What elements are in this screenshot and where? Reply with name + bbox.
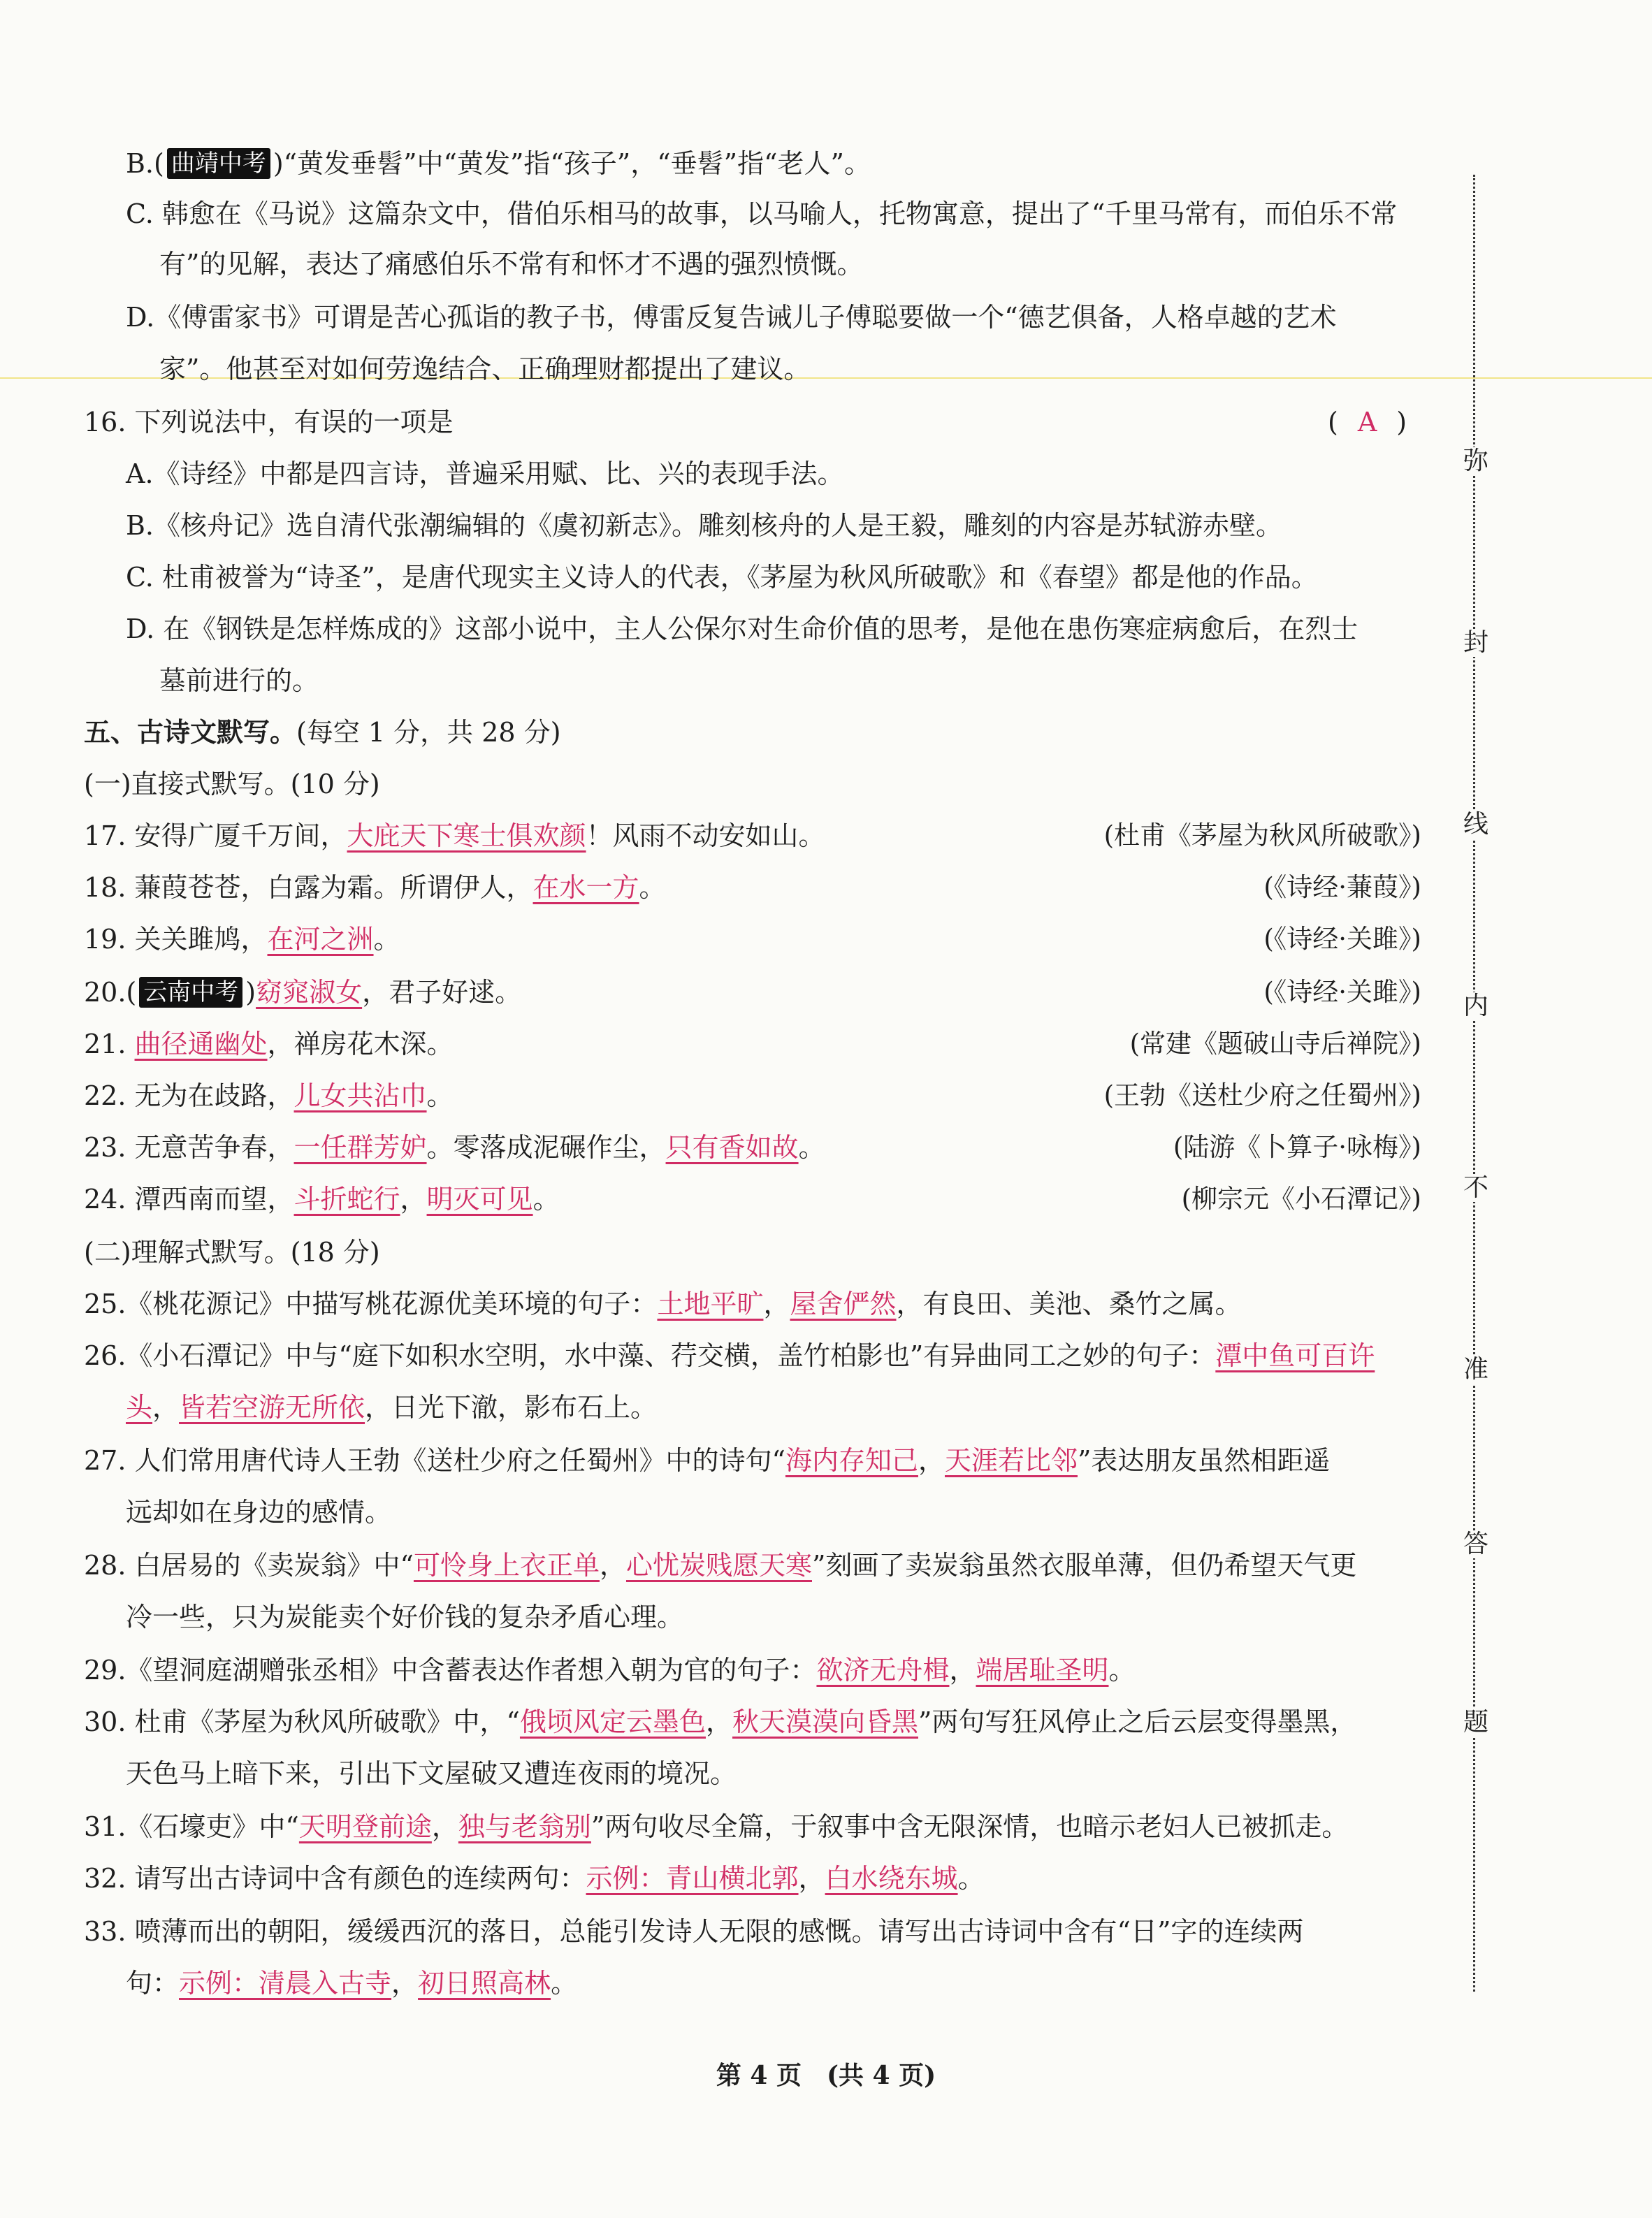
q23-mid: 。零落成泥碾作尘， [426,1132,666,1163]
q19 [84,921,400,957]
q27-post: ”表达朋友虽然相距遥 [1078,1445,1331,1476]
q16-option-b: B.《核舟记》选自清代张潮编辑的《虞初新志》。雕刻核舟的人是王毅，雕刻的内容是苏轼游赤壁。 [126,510,1283,541]
q31-mid: ， [431,1811,458,1842]
q29 [84,1652,1136,1688]
q17 [84,818,825,854]
q30-post: ”两句写狂风停止之后云层变得墨黑， [918,1706,1357,1737]
q21 [84,1026,454,1062]
q27-line1 [84,1442,1330,1479]
q17-answer: 大庇天下寒士俱欢颜 [347,820,586,851]
q24-answer-2: 明灭可见 [426,1184,533,1215]
q21-post: ，禅房花木深。 [267,1029,454,1059]
binding-char: 内 [1463,992,1489,1020]
q19-answer: 在河之洲 [267,924,374,955]
q20-pre: 20.( [84,977,137,1008]
q31-pre: 31.《石壕吏》中“ [84,1811,299,1842]
q31-answer-2: 独与老翁别 [458,1811,591,1842]
q20-answer: 窈窕淑女 [256,977,363,1008]
q23-pre: 23. 无意苦争春， [84,1132,294,1163]
q23 [84,1129,825,1166]
q33-answer-2: 初日照高林 [418,1968,551,1999]
q31-post: ”两句收尽全篇，于叙事中含无限深情，也暗示老妇人已被抓走。 [590,1811,1349,1842]
q21-source: (常建《题破山寺后禅院》) [1129,1029,1421,1059]
paren-close: ) [1396,407,1407,437]
q15-b-text: )“黄发垂髫”中“黄发”指“孩子”，“垂髫”指“老人”。 [273,148,871,179]
q19-source: (《诗经·关雎》) [1263,924,1421,954]
q30-line1 [84,1704,1356,1740]
q27-mid: ， [918,1445,945,1476]
q17-post: ！风雨不动安如山。 [586,820,825,851]
q19-post: 。 [373,924,400,955]
q18-answer: 在水一方 [532,872,639,903]
q32-post: 。 [957,1863,985,1894]
q26-answer-1a: 潭中鱼可百许 [1215,1340,1375,1371]
q29-post: 。 [1108,1655,1136,1686]
source-tag: 云南中考 [139,977,242,1008]
q25-answer-2: 屋舍俨然 [790,1289,897,1319]
q22-answer: 儿女共沾巾 [294,1080,427,1111]
q33-pre: 句： [126,1968,180,1999]
q23-post: 。 [798,1132,825,1163]
q18-pre: 18. 蒹葭苍苍，白露为霜。所谓伊人， [84,872,533,903]
q32-answer-2: 白水绕东城 [825,1863,958,1894]
q18-post: 。 [639,872,666,903]
q32-pre: 32. 请写出古诗词中含有颜色的连续两句： [84,1863,586,1894]
q15-option-d-line1: D.《傅雷家书》可谓是苦心孤诣的教子书，傅雷反复告诫儿子傅聪要做一个“德艺俱备，人格卓越的艺术 [126,302,1337,333]
q33-mid: ， [391,1968,419,1999]
q16-stem: 16. 下列说法中，有误的一项是 [84,407,454,437]
binding-char: 弥 [1463,447,1489,475]
paren-open: ( [1328,407,1338,437]
binding-char: 准 [1463,1355,1489,1384]
q15-b-prefix: B.( [126,148,164,179]
q30-answer-1: 俄顷风定云墨色 [519,1706,706,1737]
q26-pre: 26.《小石潭记》中与“庭下如积水空明，水中藻、荇交横，盖竹柏影也”有异曲同工之妙的句子： [84,1340,1216,1371]
page-footer [0,2056,1652,2092]
q28-line1 [84,1547,1356,1583]
q25-mid: ， [763,1289,790,1319]
q20-mid: ) [245,977,256,1008]
q15-option-c-line2: 有”的见解，表达了痛感伯乐不常有和怀才不遇的强烈愤慨。 [159,249,864,280]
q33-line2 [126,1965,577,2001]
q28-mid: ， [599,1550,626,1581]
q26-answer-2: 皆若空游无所依 [179,1392,365,1423]
q33-post: 。 [551,1968,578,1999]
q22-pre: 22. 无为在歧路， [84,1080,294,1111]
q16-option-c: C. 杜甫被誉为“诗圣”，是唐代现实主义诗人的代表，《茅屋为秋风所破歌》和《春望》都是他的作品。 [126,562,1318,593]
q32-answer-1: 示例：青山横北郭 [586,1863,799,1894]
q22 [84,1078,454,1114]
q17-source: (杜甫《茅屋为秋风所破歌》) [1103,820,1421,850]
binding-char: 题 [1463,1708,1489,1737]
q28-line2: 冷一些，只为炭能卖个好价钱的复杂矛盾心理。 [126,1602,684,1632]
q30-mid: ， [705,1706,732,1737]
q29-answer-2: 端居耻圣明 [976,1655,1109,1686]
q29-answer-1: 欲济无舟楫 [816,1655,950,1686]
q33-line1: 33. 喷薄而出的朝阳，缓缓西沉的落日，总能引发诗人无限的感慨。请写出古诗词中含有“日”字的连续两 [84,1916,1304,1947]
q29-pre: 29.《望洞庭湖赠张丞相》中含蓄表达作者想入朝为官的句子： [84,1655,817,1686]
q26-post: ，日光下澈，影布石上。 [365,1392,658,1423]
q16-option-a: A.《诗经》中都是四言诗，普遍采用赋、比、兴的表现手法。 [126,458,844,489]
part-2-heading: (二)理解式默写。(18 分) [84,1237,380,1268]
q26-line1 [84,1338,1375,1374]
page-number: 第 4 页 [716,2061,802,2090]
q21-pre: 21. [84,1029,135,1059]
q15-option-d-line2: 家”。他甚至对如何劳逸结合、正确理财都提出了建议。 [159,354,811,384]
q20-source: (《诗经·关雎》) [1263,977,1421,1007]
q18 [84,869,666,906]
q25 [84,1286,1242,1322]
q30-answer-2: 秋天漠漠向昏黑 [732,1706,918,1737]
q24-mid: ， [400,1184,427,1215]
q27-answer-2: 天涯若比邻 [944,1445,1078,1476]
q16-option-d-line2: 墓前进行的。 [159,665,319,696]
q17-pre: 17. 安得广厦千万间， [84,820,347,851]
section-title: 五、古诗文默写。 [84,716,297,748]
q23-answer-1: 一任群芳妒 [294,1132,427,1163]
q30-line2: 天色马上暗下来，引出下文屋破又遭连夜雨的境况。 [126,1758,737,1789]
q21-answer: 曲径通幽处 [134,1029,268,1059]
q26-line2 [126,1389,657,1426]
q28-answer-2: 心忧炭贱愿天寒 [625,1550,812,1581]
q15-option-c-line1: C. 韩愈在《马说》这篇杂文中，借伯乐相马的故事，以马喻人，托物寓意，提出了“千里马常有，而伯乐不常 [126,198,1398,229]
q24-pre: 24. 潭西南而望， [84,1184,294,1215]
q28-post: ”刻画了卖炭翁虽然衣服单薄，但仍希望天气更 [812,1550,1357,1581]
q32-mid: ， [798,1863,825,1894]
page-total: (共 4 页) [826,2061,936,2090]
q27-pre: 27. 人们常用唐代诗人王勃《送杜少府之任蜀州》中的诗句“ [84,1445,785,1476]
q18-source: (《诗经·蒹葭》) [1263,872,1421,902]
q33-answer-1: 示例：清晨入古寺 [179,1968,392,1999]
q31-answer-1: 天明登前途 [298,1811,432,1842]
q24 [84,1181,560,1217]
binding-char: 线 [1463,810,1489,839]
part-1-heading: (一)直接式默写。(10 分) [84,769,380,799]
binding-char: 不 [1463,1173,1489,1202]
q22-post: 。 [426,1080,454,1111]
q16-answer: A [1357,407,1377,437]
q20 [84,974,521,1010]
section-5-heading [84,714,561,751]
binding-char: 答 [1463,1530,1489,1558]
q28-pre: 28. 白居易的《卖炭翁》中“ [84,1550,414,1581]
q25-pre: 25.《桃花源记》中描写桃花源优美环境的句子： [84,1289,658,1319]
q29-mid: ， [949,1655,976,1686]
q32 [84,1860,985,1897]
q23-source: (陆游《卜算子·咏梅》) [1173,1132,1421,1162]
q28-answer-1: 可怜身上衣正单 [413,1550,600,1581]
q15-option-b [126,145,871,182]
q30-pre: 30. 杜甫《茅屋为秋风所破歌》中，“ [84,1706,520,1737]
q25-post: ，有良田、美池、桑竹之属。 [896,1289,1242,1319]
q23-answer-2: 只有香如故 [665,1132,799,1163]
source-tag: 曲靖中考 [167,148,270,179]
q24-source: (柳宗元《小石潭记》) [1181,1184,1421,1214]
q26-answer-1b: 头 [126,1392,153,1423]
q24-post: 。 [532,1184,560,1215]
q22-source: (王勃《送杜少府之任蜀州》) [1103,1080,1421,1110]
q16-option-d-line1: D. 在《钢铁是怎样炼成的》这部小说中，主人公保尔对生命价值的思考，是他在患伤寒症病愈后，在烈士 [126,614,1358,644]
q27-line2: 远却如在身边的感情。 [126,1497,392,1528]
q24-answer-1: 斗折蛇行 [294,1184,400,1215]
q19-pre: 19. 关关雎鸠， [84,924,268,955]
q27-answer-1: 海内存知己 [785,1445,918,1476]
q20-post: ，君子好逑。 [362,977,522,1008]
q25-answer-1: 土地平旷 [657,1289,764,1319]
q16-answer-paren [1328,404,1407,440]
q31 [84,1809,1348,1845]
q26-mid: ， [152,1392,180,1423]
section-score: (每空 1 分，共 28 分) [296,717,561,748]
binding-char: 封 [1463,628,1489,657]
